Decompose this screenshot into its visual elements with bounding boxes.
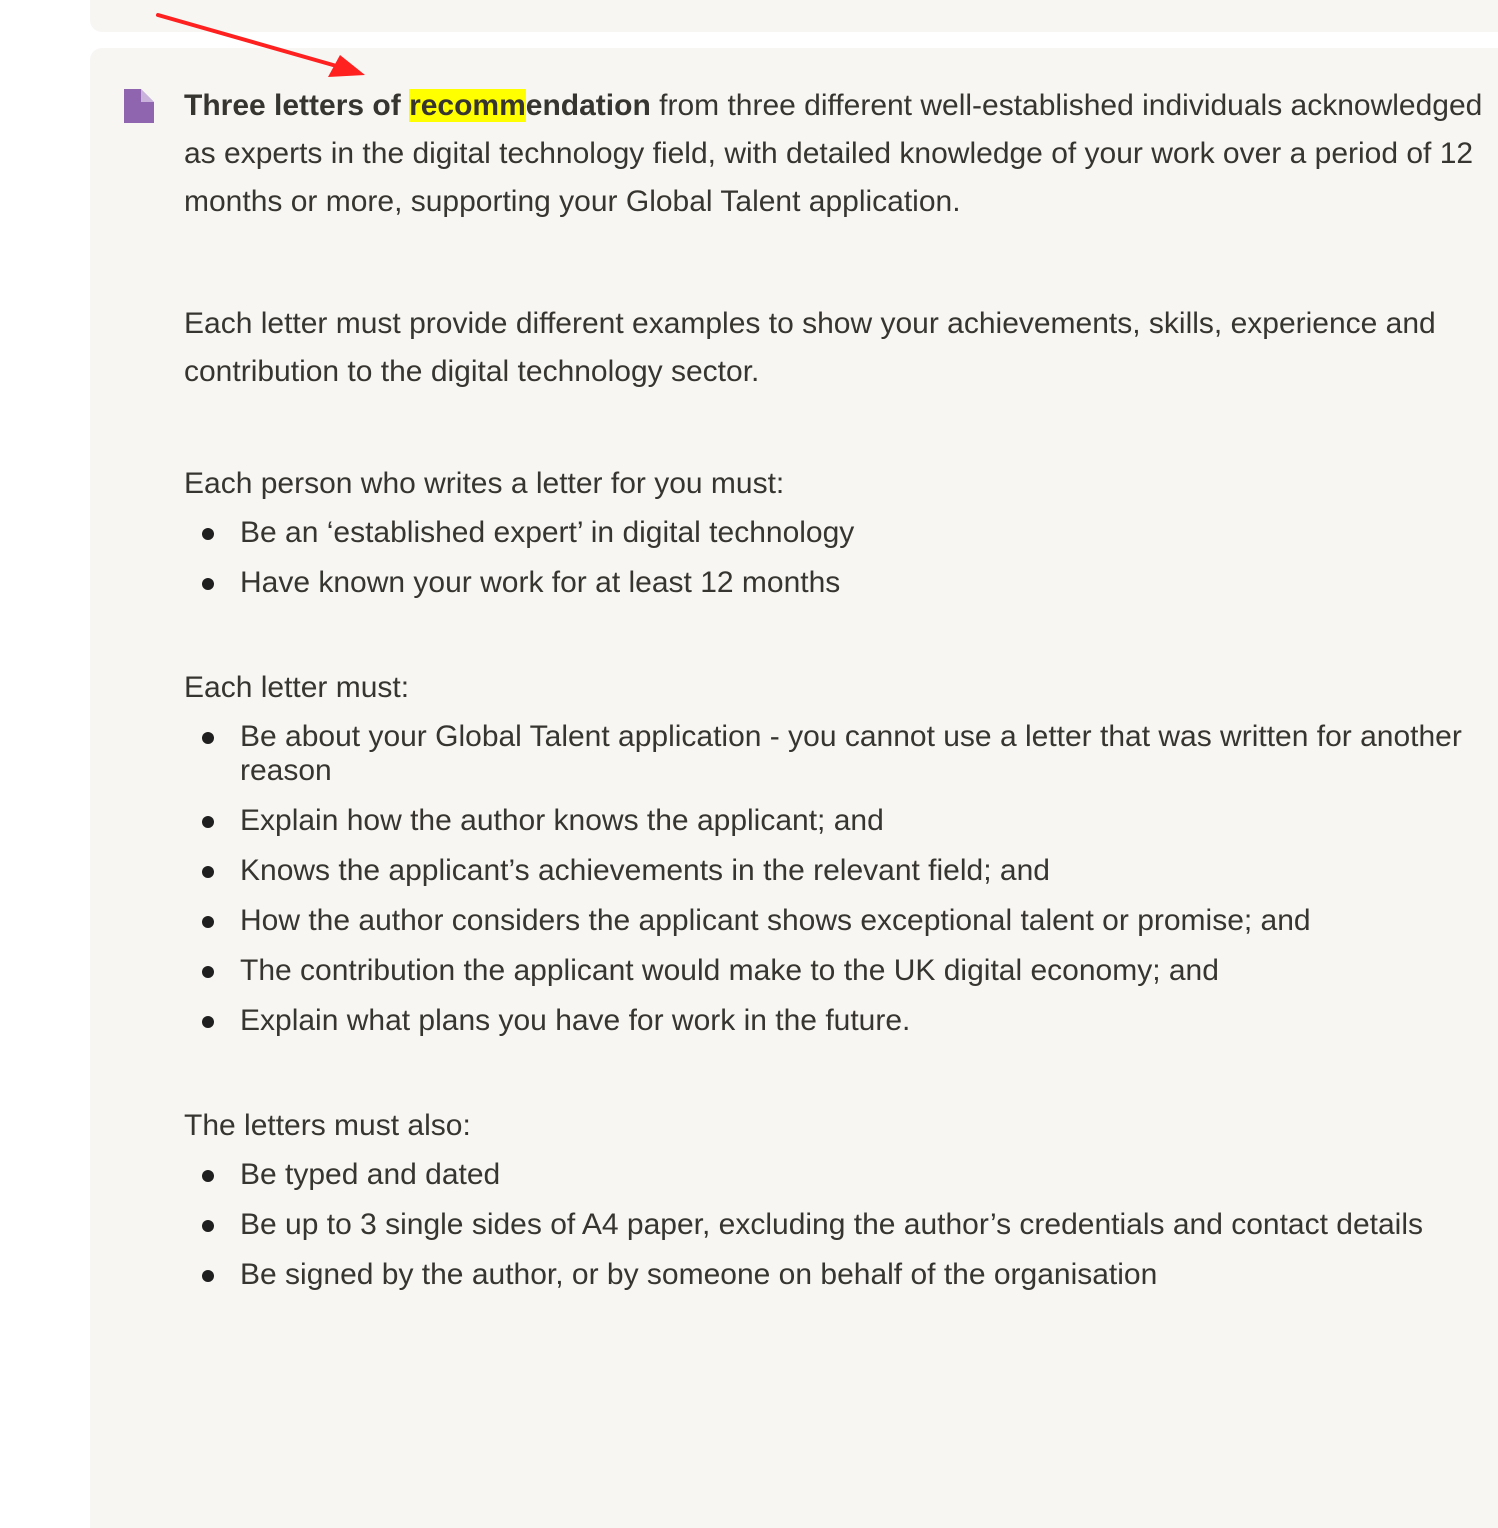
list-item-text: Knows the applicant’s achievements in the relevant field; and <box>240 854 1050 887</box>
intro-bold-end: endation <box>525 89 651 122</box>
bullet-icon <box>202 528 214 540</box>
bullet-icon <box>202 578 214 590</box>
section-heading-letter: Each letter must: <box>184 671 410 704</box>
letter-requirements-list <box>184 720 1484 1038</box>
list-item-text: Have known your work for at least 12 months <box>240 566 841 599</box>
bullet-icon <box>202 1170 214 1182</box>
bullet-icon <box>202 966 214 978</box>
list-item <box>184 854 1484 888</box>
callout-content <box>184 82 1484 1308</box>
list-item <box>184 954 1484 988</box>
intro-paragraph <box>184 82 1484 226</box>
bullet-icon <box>202 866 214 878</box>
list-item-text: How the author considers the applicant shows exceptional talent or promise; and <box>240 904 1311 937</box>
list-item <box>184 720 1484 788</box>
list-item <box>184 1158 1484 1192</box>
bullet-icon <box>202 1016 214 1028</box>
bullet-icon <box>202 816 214 828</box>
list-item <box>184 1004 1484 1038</box>
list-item <box>184 904 1484 938</box>
callout-block[interactable] <box>90 48 1498 1528</box>
writer-requirements-list <box>184 516 1484 600</box>
list-item <box>184 516 1484 550</box>
list-item <box>184 804 1484 838</box>
list-item-text: The contribution the applicant would make to the UK digital economy; and <box>240 954 1219 987</box>
additional-requirements-list <box>184 1158 1484 1292</box>
bullet-icon <box>202 732 214 744</box>
list-item <box>184 1208 1484 1242</box>
list-item <box>184 1258 1484 1292</box>
section-heading-also: The letters must also: <box>184 1109 471 1142</box>
intro-bold-start: Three letters of <box>184 89 410 122</box>
list-item-text: Be signed by the author, or by someone on behalf of the organisation <box>240 1258 1158 1291</box>
bullet-icon <box>202 1220 214 1232</box>
intro-rest: from three different well-established individuals acknowledged as experts in the digital technology field, with detailed knowledge of your work over a period of 12 months or more, supporting your Global Talent application. <box>184 89 1483 218</box>
highlighted-text: recomm <box>409 89 526 122</box>
document-icon <box>124 89 154 123</box>
list-item-text: Be an ‘established expert’ in digital technology <box>240 516 855 549</box>
list-item-text: Be about your Global Talent application - you cannot use a letter that was written for another reason <box>240 720 1462 787</box>
annotation-arrow-icon <box>150 5 380 85</box>
list-item-text: Be typed and dated <box>240 1158 501 1191</box>
bullet-icon <box>202 1270 214 1282</box>
bullet-icon <box>202 916 214 928</box>
section-heading-writer: Each person who writes a letter for you must: <box>184 467 785 500</box>
list-item-text: Be up to 3 single sides of A4 paper, excluding the author’s credentials and contact details <box>240 1208 1424 1241</box>
list-item-text: Explain how the author knows the applicant; and <box>240 804 884 837</box>
list-item <box>184 566 1484 600</box>
list-item-text: Explain what plans you have for work in the future. <box>240 1004 911 1037</box>
examples-paragraph: Each letter must provide different examples to show your achievements, skills, experience and contribution to the digital technology sector. <box>184 307 1436 388</box>
